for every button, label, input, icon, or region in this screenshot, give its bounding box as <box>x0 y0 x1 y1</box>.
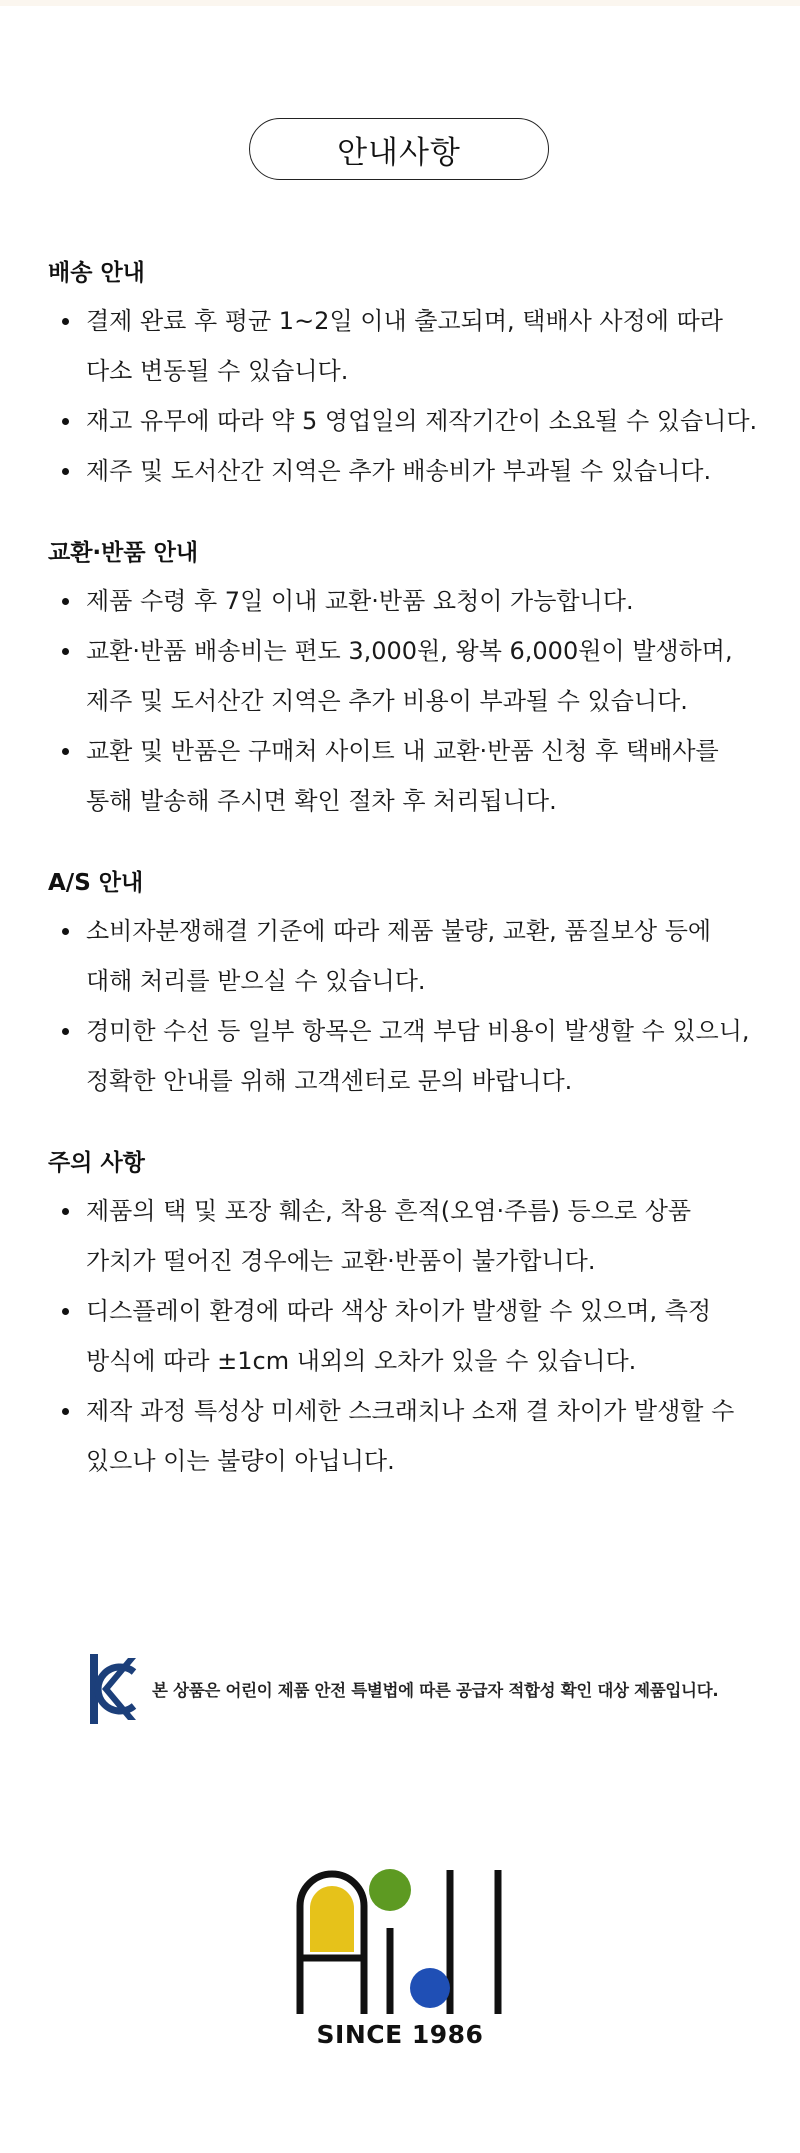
kc-notice-text: 본 상품은 어린이 제품 안전 특별법에 따른 공급자 적합성 확인 대상 제품입니다. <box>152 1681 719 1700</box>
kc-certification <box>88 1652 718 1726</box>
section-heading: 배송 안내 <box>48 260 145 286</box>
kc-certification-icon <box>88 1652 138 1726</box>
page-title: 안내사항 <box>249 118 549 180</box>
section-list <box>48 296 760 496</box>
list-item: 제작 과정 특성상 미세한 스크래치나 소재 결 차이가 발생할 수 있으나 이는 불량이 아닙니다. <box>48 1386 760 1486</box>
section-heading: A/S 안내 <box>48 870 144 896</box>
list-item: 경미한 수선 등 일부 항목은 고객 부담 비용이 발생할 수 있으니, 정확한 안내를 위해 고객센터로 문의 바랍니다. <box>48 1006 760 1106</box>
list-item: 교환·반품 배송비는 편도 3,000원, 왕복 6,000원이 발생하며, 제주 및 도서산간 지역은 추가 비용이 부과될 수 있습니다. <box>48 626 760 726</box>
section-caution <box>48 1148 760 1486</box>
top-strip <box>0 0 800 6</box>
section-heading: 교환·반품 안내 <box>48 540 199 566</box>
list-item: 결제 완료 후 평균 1~2일 이내 출고되며, 택배사 사정에 따라 다소 변동될 수 있습니다. <box>48 296 760 396</box>
section-heading: 주의 사항 <box>48 1150 145 1176</box>
section-list <box>48 576 760 826</box>
list-item: 소비자분쟁해결 기준에 따라 제품 불량, 교환, 품질보상 등에 대해 처리를 받으실 수 있습니다. <box>48 906 760 1006</box>
section-exchange-return <box>48 538 760 826</box>
list-item: 제품의 택 및 포장 훼손, 착용 흔적(오염·주름) 등으로 상품 가치가 떨어진 경우에는 교환·반품이 불가합니다. <box>48 1186 760 1286</box>
list-item: 제주 및 도서산간 지역은 추가 배송비가 부과될 수 있습니다. <box>48 446 760 496</box>
section-list <box>48 1186 760 1486</box>
brand-logo <box>292 1866 508 2056</box>
list-item: 디스플레이 환경에 따라 색상 차이가 발생할 수 있으며, 측정 방식에 따라 ±1cm 내외의 오차가 있을 수 있습니다. <box>48 1286 760 1386</box>
list-item: 교환 및 반품은 구매처 사이트 내 교환·반품 신청 후 택배사를 통해 발송해 주시면 확인 절차 후 처리됩니다. <box>48 726 760 826</box>
section-as <box>48 868 760 1106</box>
section-shipping <box>48 258 760 496</box>
section-list <box>48 906 760 1106</box>
brand-logo-mark <box>292 1866 508 2016</box>
notice-content <box>48 258 760 1528</box>
list-item: 재고 유무에 따라 약 5 영업일의 제작기간이 소요될 수 있습니다. <box>48 396 760 446</box>
list-item: 제품 수령 후 7일 이내 교환·반품 요청이 가능합니다. <box>48 576 760 626</box>
brand-since-text: SINCE 1986 <box>316 2020 484 2049</box>
